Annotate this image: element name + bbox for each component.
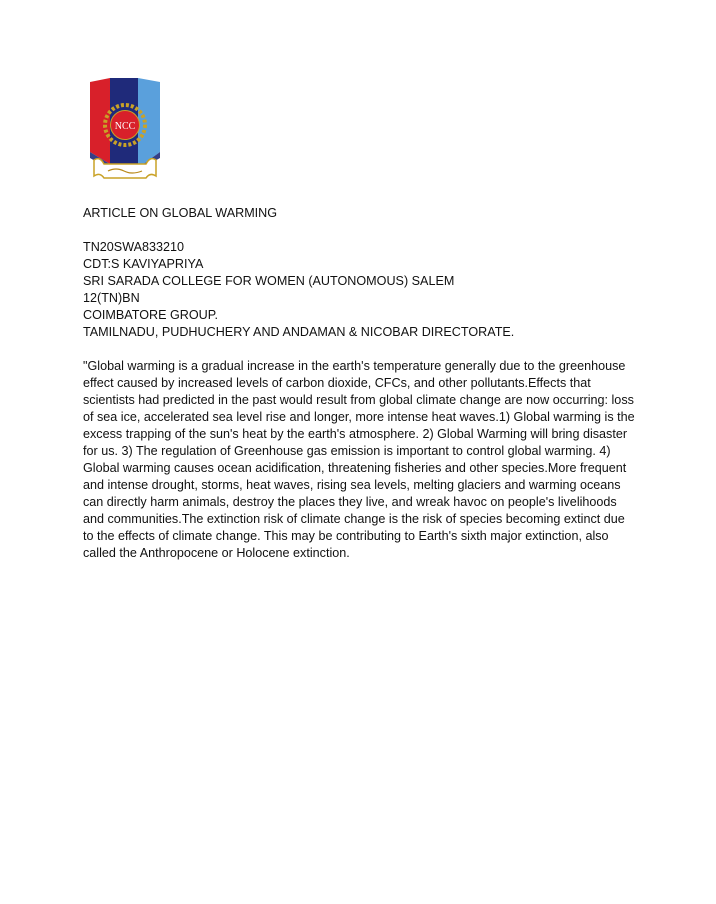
registration-number: TN20SWA833210 xyxy=(83,240,185,254)
ncc-emblem-icon xyxy=(86,78,164,190)
ncc-logo xyxy=(86,78,164,190)
college-name: SRI SARADA COLLEGE FOR WOMEN (AUTONOMOUS) SALEM xyxy=(83,274,455,288)
directorate: TAMILNADU, PUDHUCHERY AND ANDAMAN & NICOBAR DIRECTORATE. xyxy=(83,325,515,339)
battalion: 12(TN)BN xyxy=(83,291,140,305)
article-body: "Global warming is a gradual increase in the earth's temperature generally due to the greenhouse effect caused by increased levels of carbon dioxide, CFCs, and other pollutants.Effects that scientists had predicted in the past would result from global climate change are now occurring: loss of sea ice, accelerated sea level rise and longer, more intense heat waves.1) Global warming is the excess trapping of the sun's heat by the earth's atmosphere. 2) Global Warming will bring disaster for us. 3) The regulation of Greenhouse gas emission is important to control global warming. 4) Global warming causes ocean acidification, threatening fisheries and other species.More frequent and intense drought, storms, heat waves, rising sea levels, melting glaciers and warming oceans can directly harm animals, destroy the places they live, and wreak havoc on people's livelihoods and communities.The extinction risk of climate change is the risk of species becoming extinct due to the effects of climate change. This may be contributing to Earth's sixth major extinction, also called the Anthropocene or Holocene extinction. xyxy=(83,359,635,560)
article-document xyxy=(83,205,643,562)
group-name: COIMBATORE GROUP. xyxy=(83,308,219,322)
article-title: ARTICLE ON GLOBAL WARMING xyxy=(83,206,278,220)
cadet-name: CDT:S KAVIYAPRIYA xyxy=(83,257,204,271)
emblem-text: NCC xyxy=(114,121,136,132)
